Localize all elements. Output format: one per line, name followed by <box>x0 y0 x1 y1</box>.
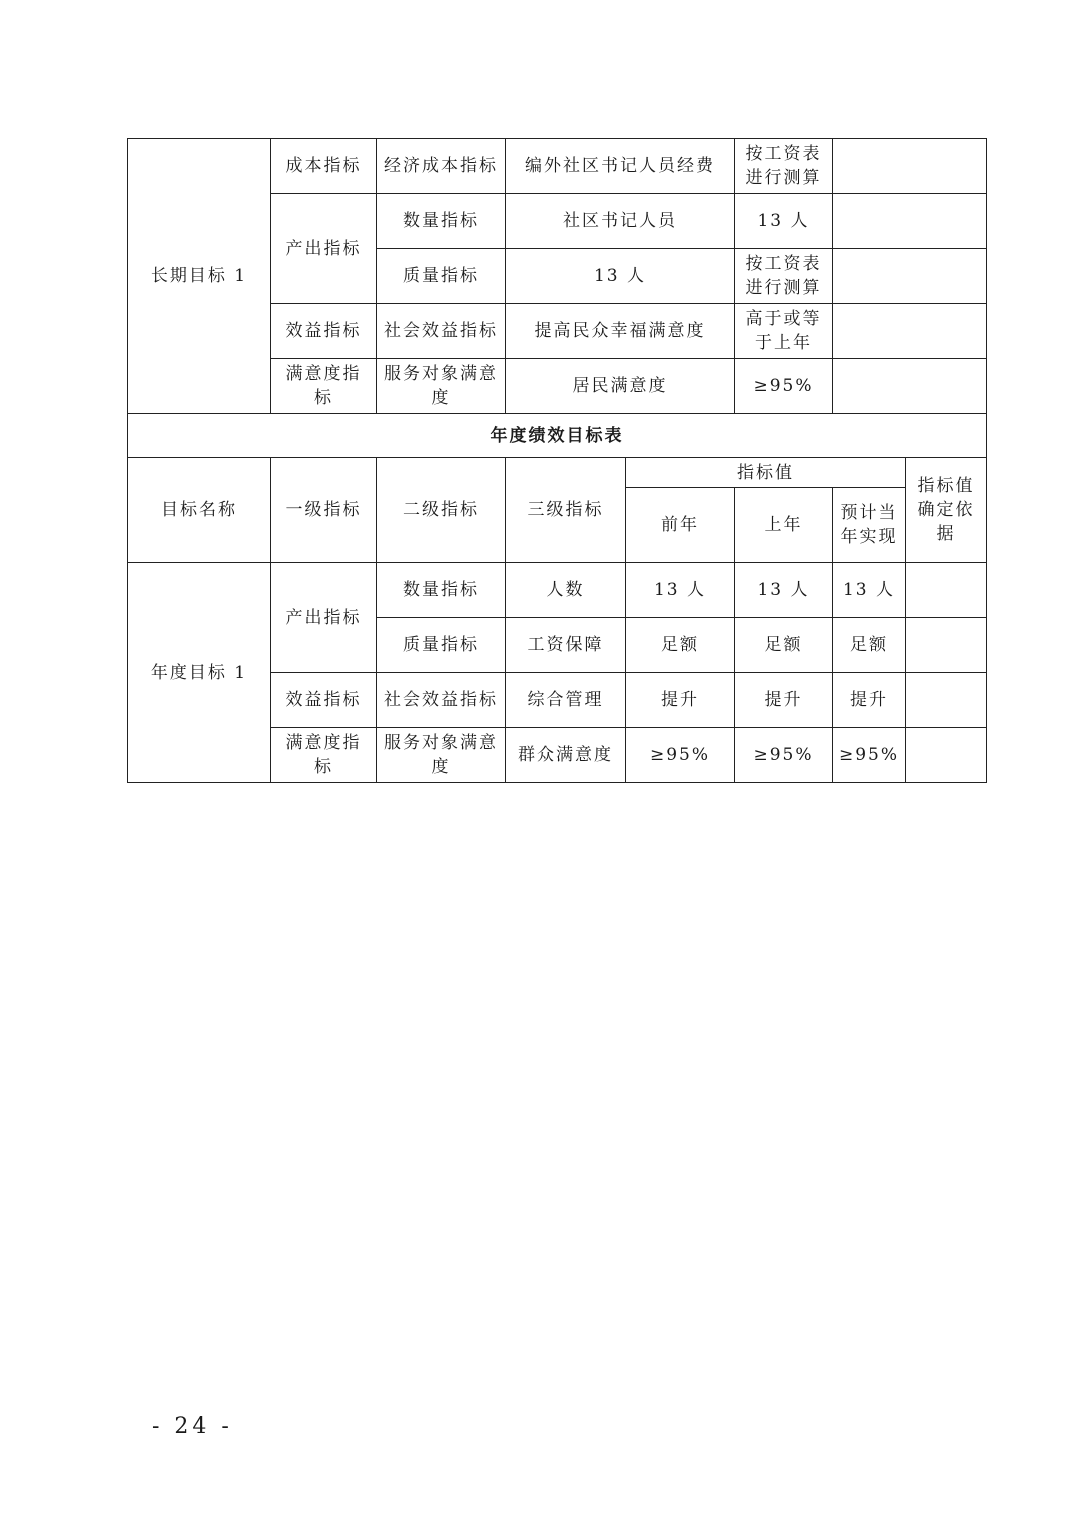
level2-cell: 经济成本指标 <box>377 139 506 194</box>
basis-cell <box>906 563 987 618</box>
basis-cell <box>833 194 987 249</box>
level1-cell: 效益指标 <box>271 673 377 728</box>
prev-year-cell: 13 人 <box>626 563 735 618</box>
long-term-goal-name: 长期目标 1 <box>128 139 271 414</box>
header-indicator-value: 指标值 <box>626 458 906 488</box>
expected-cell: ≥95% <box>833 728 906 783</box>
level1-cell: 成本指标 <box>271 139 377 194</box>
prev-year-cell: 提升 <box>626 673 735 728</box>
level2-cell: 服务对象满意度 <box>377 359 506 414</box>
header-basis: 指标值确定依据 <box>906 458 987 563</box>
last-year-cell: 提升 <box>735 673 833 728</box>
prev-year-cell: 足额 <box>626 618 735 673</box>
level1-cell: 满意度指标 <box>271 359 377 414</box>
level1-cell: 产出指标 <box>271 563 377 673</box>
page-number: - 24 - <box>152 1414 233 1439</box>
header-level3: 三级指标 <box>506 458 626 563</box>
performance-goals-table <box>127 138 987 783</box>
header-last-year: 上年 <box>735 488 833 563</box>
level2-cell: 数量指标 <box>377 194 506 249</box>
value-cell: 按工资表进行测算 <box>735 139 833 194</box>
header-goal-name: 目标名称 <box>128 458 271 563</box>
basis-cell <box>833 249 987 304</box>
level2-cell: 社会效益指标 <box>377 304 506 359</box>
level3-cell: 社区书记人员 <box>506 194 735 249</box>
basis-cell <box>906 673 987 728</box>
level3-cell: 13 人 <box>506 249 735 304</box>
expected-cell: 足额 <box>833 618 906 673</box>
value-cell: 高于或等于上年 <box>735 304 833 359</box>
header-level2: 二级指标 <box>377 458 506 563</box>
last-year-cell: 13 人 <box>735 563 833 618</box>
expected-cell: 13 人 <box>833 563 906 618</box>
last-year-cell: ≥95% <box>735 728 833 783</box>
basis-cell <box>906 618 987 673</box>
annual-goal-name: 年度目标 1 <box>128 563 271 783</box>
level1-cell: 效益指标 <box>271 304 377 359</box>
level1-cell: 产出指标 <box>271 194 377 304</box>
level2-cell: 社会效益指标 <box>377 673 506 728</box>
section-title: 年度绩效目标表 <box>128 414 987 458</box>
level3-cell: 人数 <box>506 563 626 618</box>
table-row <box>128 563 987 618</box>
basis-cell <box>906 728 987 783</box>
level3-cell: 提高民众幸福满意度 <box>506 304 735 359</box>
value-cell: ≥95% <box>735 359 833 414</box>
prev-year-cell: ≥95% <box>626 728 735 783</box>
basis-cell <box>833 139 987 194</box>
basis-cell <box>833 359 987 414</box>
basis-cell <box>833 304 987 359</box>
header-expected: 预计当年实现 <box>833 488 906 563</box>
level2-cell: 质量指标 <box>377 249 506 304</box>
level3-cell: 居民满意度 <box>506 359 735 414</box>
table-row <box>128 139 987 194</box>
level2-cell: 服务对象满意度 <box>377 728 506 783</box>
header-row <box>128 458 987 488</box>
level3-cell: 编外社区书记人员经费 <box>506 139 735 194</box>
level1-cell: 满意度指标 <box>271 728 377 783</box>
value-cell: 13 人 <box>735 194 833 249</box>
level2-cell: 数量指标 <box>377 563 506 618</box>
section-title-row <box>128 414 987 458</box>
header-prev-year: 前年 <box>626 488 735 563</box>
level3-cell: 工资保障 <box>506 618 626 673</box>
last-year-cell: 足额 <box>735 618 833 673</box>
value-cell: 按工资表进行测算 <box>735 249 833 304</box>
level3-cell: 群众满意度 <box>506 728 626 783</box>
header-level1: 一级指标 <box>271 458 377 563</box>
level2-cell: 质量指标 <box>377 618 506 673</box>
expected-cell: 提升 <box>833 673 906 728</box>
level3-cell: 综合管理 <box>506 673 626 728</box>
